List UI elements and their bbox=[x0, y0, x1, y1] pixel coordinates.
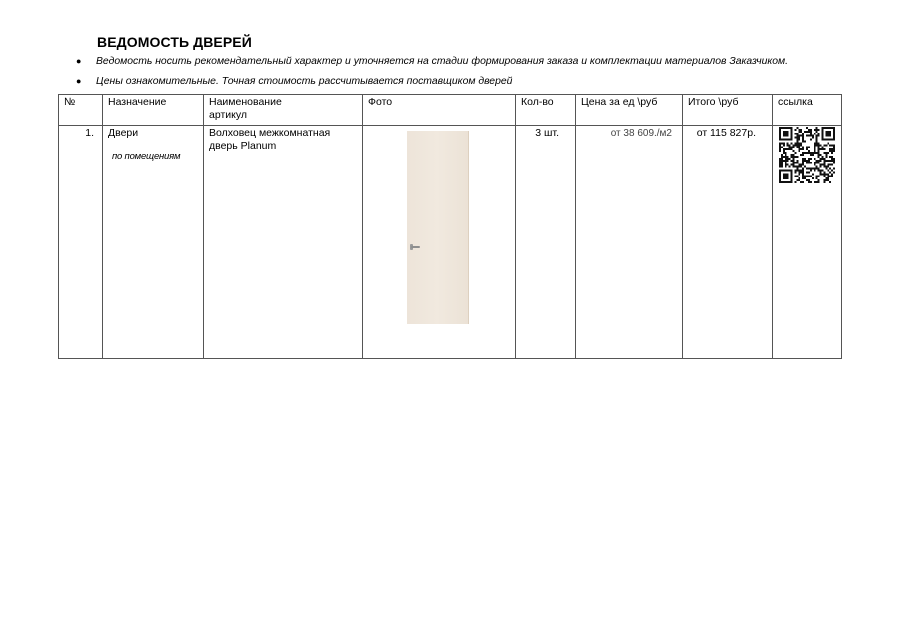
header-photo: Фото bbox=[363, 95, 516, 126]
bullet-icon: ● bbox=[76, 56, 82, 66]
cell-total: от 115 827р. bbox=[683, 126, 773, 359]
note-item bbox=[76, 74, 788, 94]
purpose-sub: по помещениям bbox=[112, 151, 181, 162]
note-item bbox=[76, 54, 788, 74]
door-photo bbox=[402, 128, 482, 325]
table-row bbox=[59, 126, 842, 359]
door-panel bbox=[407, 131, 469, 324]
note-text: Цены ознакомительные. Точная стоимость рассчитывается поставщиком дверей bbox=[96, 76, 513, 87]
header-link: ссылка bbox=[773, 95, 842, 126]
cell-name: Волховец межкомнатная дверь Planum bbox=[204, 126, 363, 359]
header-qty: Кол-во bbox=[516, 95, 576, 126]
cell-link bbox=[773, 126, 842, 359]
cell-purpose bbox=[103, 126, 204, 359]
table-header-row bbox=[59, 95, 842, 126]
header-total: Итого \руб bbox=[683, 95, 773, 126]
note-text: Ведомость носить рекомендательный характер и уточняется на стадии формирования заказа и комплектации материалов Заказчиком. bbox=[96, 56, 789, 67]
cell-num: 1. bbox=[59, 126, 103, 359]
door-handle-icon bbox=[411, 246, 420, 248]
page-title: ВЕДОМОСТЬ ДВЕРЕЙ bbox=[97, 34, 252, 50]
cell-unit-price: от 38 609./м2 bbox=[576, 126, 683, 359]
header-name-line1: Наименование bbox=[209, 96, 282, 108]
cell-photo bbox=[363, 126, 516, 359]
bullet-icon: ● bbox=[76, 76, 82, 86]
header-purpose: Назначение bbox=[103, 95, 204, 126]
notes-list bbox=[76, 54, 788, 94]
header-name-line2: артикул bbox=[209, 109, 247, 121]
qr-code-icon[interactable] bbox=[779, 127, 835, 183]
cell-qty: 3 шт. bbox=[516, 126, 576, 359]
header-unit-price: Цена за ед \руб bbox=[576, 95, 683, 126]
header-name bbox=[204, 95, 363, 126]
header-num: № bbox=[59, 95, 103, 126]
doors-table bbox=[58, 94, 842, 359]
purpose-main: Двери bbox=[108, 127, 139, 139]
